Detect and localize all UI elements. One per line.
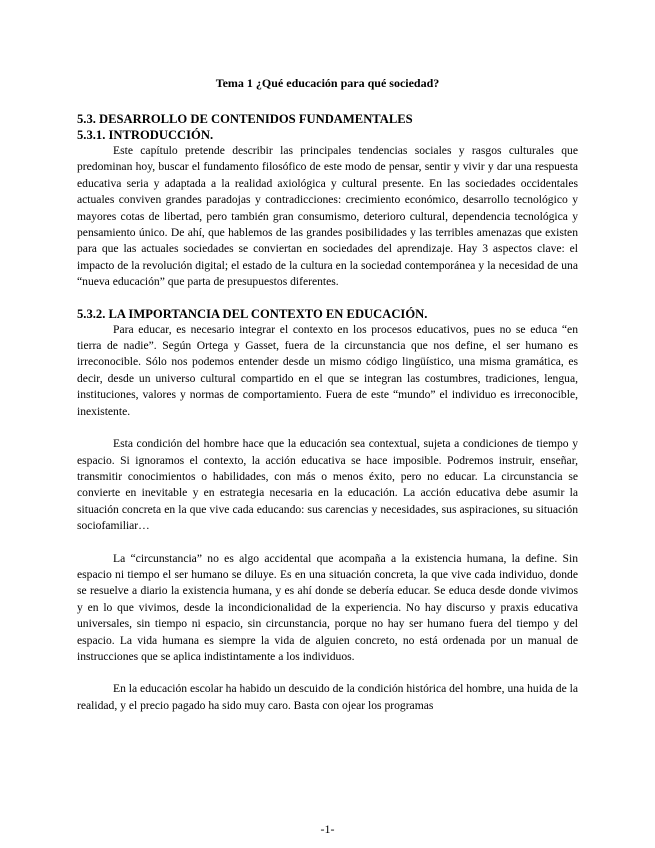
subsection-heading-introduccion: 5.3.1. INTRODUCCIÓN. <box>77 128 214 142</box>
paragraph: Esta condición del hombre hace que la educación sea contextual, sujeta a condiciones de tiempo y espacio. Si ignoramos el contexto, la acción educativa se hace imposible. Podremos instruir, enseñar, transmitir conocimientos o habilidades, con más o menos éxito, pero no educar. La circunstancia se convierte en inevitable y en estrategia necesaria en la educación. La acción educativa debe asumir la situación concreta en la que vive cada educando: sus carencias y necesidades, sus aspiraciones, su situación sociofamiliar… <box>77 437 578 533</box>
section-heading: 5.3. DESARROLLO DE CONTENIDOS FUNDAMENTALES <box>77 112 413 126</box>
document-title: Tema 1 ¿Qué educación para qué sociedad? <box>215 76 440 90</box>
subsection-heading-contexto: 5.3.2. LA IMPORTANCIA DEL CONTEXTO EN EDUCACIÓN. <box>77 306 428 321</box>
paragraph: Para educar, es necesario integrar el contexto en los procesos educativos, pues no se educa “en tierra de nadie”. Según Ortega y Gasset, fuera de la circunstancia que nos define, el ser humano es irreconocible. Sólo nos podemos entender desde un mismo código lingüístico, una misma gramática, es decir, desde un universo cultural compartido en el que se integran las costumbres, tradiciones, lengua, instituciones, valores y normas de comportamiento. Fuera de este “mundo” el individuo es irreconocible, inexistente. <box>77 322 578 418</box>
page-number: -1- <box>320 822 335 836</box>
paragraph: La “circunstancia” no es algo accidental que acompaña a la existencia humana, la define. Sin espacio ni tiempo el ser humano se diluye. Es en una situación concreta, la que vive cada individuo, donde se resuelve a diario la existencia humana, y es ahí donde se debería educar. Se educa desde donde vivimos y en lo que vivimos, desde la incondicionalidad de la experiencia. No hay discurso y praxis educativa universales, sin tiempo ni espacio, sin circunstancia, porque no hay ser humano fuera del tiempo y del espacio. La vida humana es siempre la vida de alguien concreto, no está ordenada por un manual de instrucciones que se aplica indistintamente a los individuos. <box>77 551 578 663</box>
paragraph: Este capítulo pretende describir las principales tendencias sociales y rasgos culturales que predominan hoy, buscar el fundamento filosófico de este modo de pensar, sentir y vivir y dar una respuesta educativa seria y adaptada a la realidad axiológica y cultural presente. En las sociedades occidentales actuales conviven grandes paradojas y contradicciones: crecimiento económico, desarrollo tecnológico y mayores cotas de libertad, pero también gran consumismo, deterioro cultural, dependencia tecnológica y pensamiento único. De ahí, que hablemos de las grandes posibilidades y las terribles amenazas que existen para que las actuales sociedades se conviertan en sociedades del aprendizaje. Hay 3 aspectos clave: el impacto de la revolución digital; el estado de la cultura en la sociedad contemporánea y la necesidad de una “nueva educación” que parta de presupuestos diferentes. <box>77 144 578 289</box>
paragraph: En la educación escolar ha habido un descuido de la condición histórica del hombre, una huida de la realidad, y el precio pagado ha sido muy caro. Basta con ojear los programas <box>77 682 578 712</box>
